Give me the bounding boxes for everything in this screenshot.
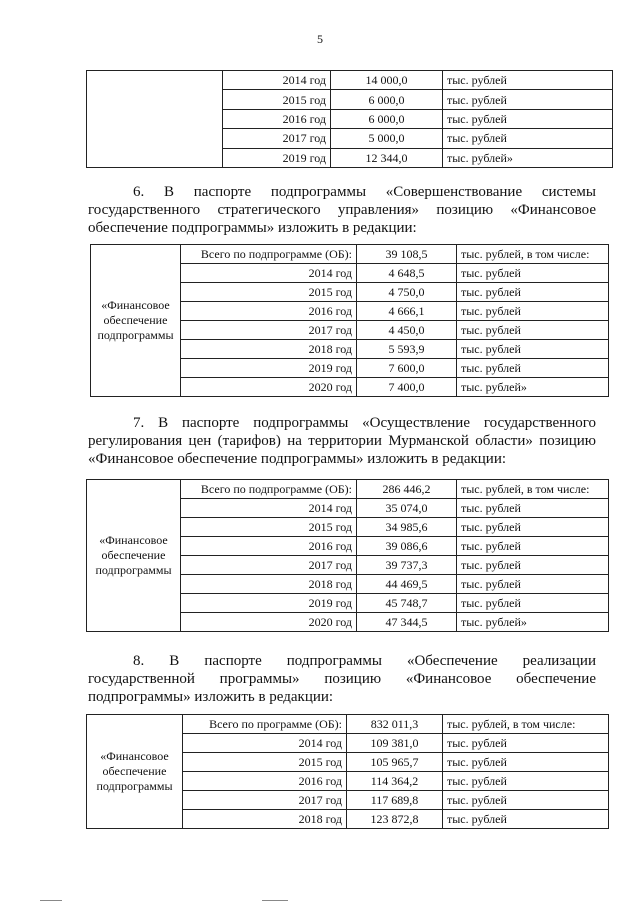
- unit-cell: тыс. рублей: [443, 772, 609, 791]
- paragraph-line: обеспечение подпрограммы» изложить в редакции:: [88, 220, 417, 236]
- label-cell: «Финансовое обеспечение подпрограммы: [87, 480, 181, 632]
- paragraph-item-6: [88, 183, 596, 237]
- unit-cell: тыс. рублей: [457, 594, 609, 613]
- paragraph-line: государственного стратегического управления» позицию «Финансовое: [88, 202, 596, 218]
- unit-cell: тыс. рублей»: [457, 613, 609, 632]
- year-cell: 2018 год: [181, 575, 357, 594]
- label-cell: «Финансовое обеспечение подпрограммы: [91, 245, 181, 397]
- year-cell: 2015 год: [223, 90, 331, 109]
- total-unit: тыс. рублей, в том числе:: [457, 245, 609, 264]
- year-cell: 2015 год: [181, 518, 357, 537]
- value-cell: 4 450,0: [357, 321, 457, 340]
- year-cell: 2014 год: [181, 264, 357, 283]
- year-cell: 2018 год: [181, 340, 357, 359]
- value-cell: 5 593,9: [357, 340, 457, 359]
- value-cell: 6 000,0: [331, 109, 443, 128]
- unit-cell: тыс. рублей: [457, 302, 609, 321]
- value-cell: 6 000,0: [331, 90, 443, 109]
- unit-cell: тыс. рублей: [457, 556, 609, 575]
- value-cell: 47 344,5: [357, 613, 457, 632]
- unit-cell: тыс. рублей»: [443, 148, 613, 167]
- value-cell: 4 750,0: [357, 283, 457, 302]
- value-cell: 39 737,3: [357, 556, 457, 575]
- margin-mark: [262, 900, 288, 901]
- total-value: 39 108,5: [357, 245, 457, 264]
- unit-cell: тыс. рублей: [443, 810, 609, 829]
- year-cell: 2016 год: [181, 302, 357, 321]
- unit-cell: тыс. рублей: [443, 753, 609, 772]
- value-cell: 7 600,0: [357, 359, 457, 378]
- value-cell: 14 000,0: [331, 71, 443, 90]
- table-continuation: [86, 70, 613, 168]
- value-cell: 4 648,5: [357, 264, 457, 283]
- total-label: Всего по подпрограмме (ОБ):: [181, 480, 357, 499]
- year-cell: 2018 год: [183, 810, 347, 829]
- value-cell: 7 400,0: [357, 378, 457, 397]
- value-cell: 123 872,8: [347, 810, 443, 829]
- label-cell: «Финансовое обеспечение подпрограммы: [87, 715, 183, 829]
- year-cell: 2017 год: [181, 321, 357, 340]
- value-cell: 5 000,0: [331, 129, 443, 148]
- year-cell: 2020 год: [181, 378, 357, 397]
- paragraph-line: 7. В паспорте подпрограммы «Осуществление государственного: [133, 415, 596, 431]
- value-cell: 109 381,0: [347, 734, 443, 753]
- unit-cell: тыс. рублей: [457, 283, 609, 302]
- page-number: 5: [317, 32, 323, 46]
- table-row: [87, 715, 609, 734]
- year-cell: 2014 год: [183, 734, 347, 753]
- unit-cell: тыс. рублей: [443, 90, 613, 109]
- total-value: 286 446,2: [357, 480, 457, 499]
- total-unit: тыс. рублей, в том числе:: [443, 715, 609, 734]
- unit-cell: тыс. рублей: [457, 321, 609, 340]
- unit-cell: тыс. рублей: [443, 71, 613, 90]
- unit-cell: тыс. рублей: [457, 518, 609, 537]
- financing-table-6: [90, 244, 609, 397]
- year-cell: 2017 год: [183, 791, 347, 810]
- unit-cell: тыс. рублей: [457, 499, 609, 518]
- paragraph-line: государственной программы» позицию «Финансовое обеспечение: [88, 671, 596, 687]
- paragraph-line: «Финансовое обеспечение подпрограммы» изложить в редакции:: [88, 451, 507, 467]
- value-cell: 4 666,1: [357, 302, 457, 321]
- value-cell: 117 689,8: [347, 791, 443, 810]
- table-row: [87, 480, 609, 499]
- financing-table-8: [86, 714, 609, 829]
- paragraph-line: регулирования цен (тарифов) на территории Мурманской области» позицию: [88, 433, 596, 449]
- total-label: Всего по программе (ОБ):: [183, 715, 347, 734]
- label-cell: [87, 71, 223, 168]
- year-cell: 2016 год: [183, 772, 347, 791]
- paragraph-item-7: [88, 414, 596, 468]
- year-cell: 2015 год: [181, 283, 357, 302]
- value-cell: 12 344,0: [331, 148, 443, 167]
- unit-cell: тыс. рублей: [443, 109, 613, 128]
- year-cell: 2016 год: [223, 109, 331, 128]
- unit-cell: тыс. рублей: [457, 340, 609, 359]
- paragraph-line: подпрограммы» изложить в редакции:: [88, 689, 334, 705]
- value-cell: 35 074,0: [357, 499, 457, 518]
- unit-cell: тыс. рублей»: [457, 378, 609, 397]
- table-row: [87, 71, 613, 90]
- year-cell: 2017 год: [223, 129, 331, 148]
- unit-cell: тыс. рублей: [457, 575, 609, 594]
- year-cell: 2017 год: [181, 556, 357, 575]
- unit-cell: тыс. рублей: [443, 791, 609, 810]
- unit-cell: тыс. рублей: [457, 264, 609, 283]
- value-cell: 44 469,5: [357, 575, 457, 594]
- margin-mark: [40, 900, 62, 901]
- value-cell: 105 965,7: [347, 753, 443, 772]
- year-cell: 2016 год: [181, 537, 357, 556]
- unit-cell: тыс. рублей: [443, 734, 609, 753]
- value-cell: 34 985,6: [357, 518, 457, 537]
- paragraph-line: 6. В паспорте подпрограммы «Совершенствование системы: [133, 184, 596, 200]
- value-cell: 39 086,6: [357, 537, 457, 556]
- total-label: Всего по подпрограмме (ОБ):: [181, 245, 357, 264]
- table-row: [91, 245, 609, 264]
- value-cell: 114 364,2: [347, 772, 443, 791]
- year-cell: 2019 год: [223, 148, 331, 167]
- unit-cell: тыс. рублей: [457, 537, 609, 556]
- year-cell: 2015 год: [183, 753, 347, 772]
- year-cell: 2020 год: [181, 613, 357, 632]
- year-cell: 2014 год: [181, 499, 357, 518]
- unit-cell: тыс. рублей: [457, 359, 609, 378]
- paragraph-item-8: [88, 652, 596, 706]
- unit-cell: тыс. рублей: [443, 129, 613, 148]
- year-cell: 2019 год: [181, 359, 357, 378]
- total-value: 832 011,3: [347, 715, 443, 734]
- year-cell: 2014 год: [223, 71, 331, 90]
- total-unit: тыс. рублей, в том числе:: [457, 480, 609, 499]
- value-cell: 45 748,7: [357, 594, 457, 613]
- paragraph-line: 8. В паспорте подпрограммы «Обеспечение реализации: [133, 653, 596, 669]
- year-cell: 2019 год: [181, 594, 357, 613]
- financing-table-7: [86, 479, 609, 632]
